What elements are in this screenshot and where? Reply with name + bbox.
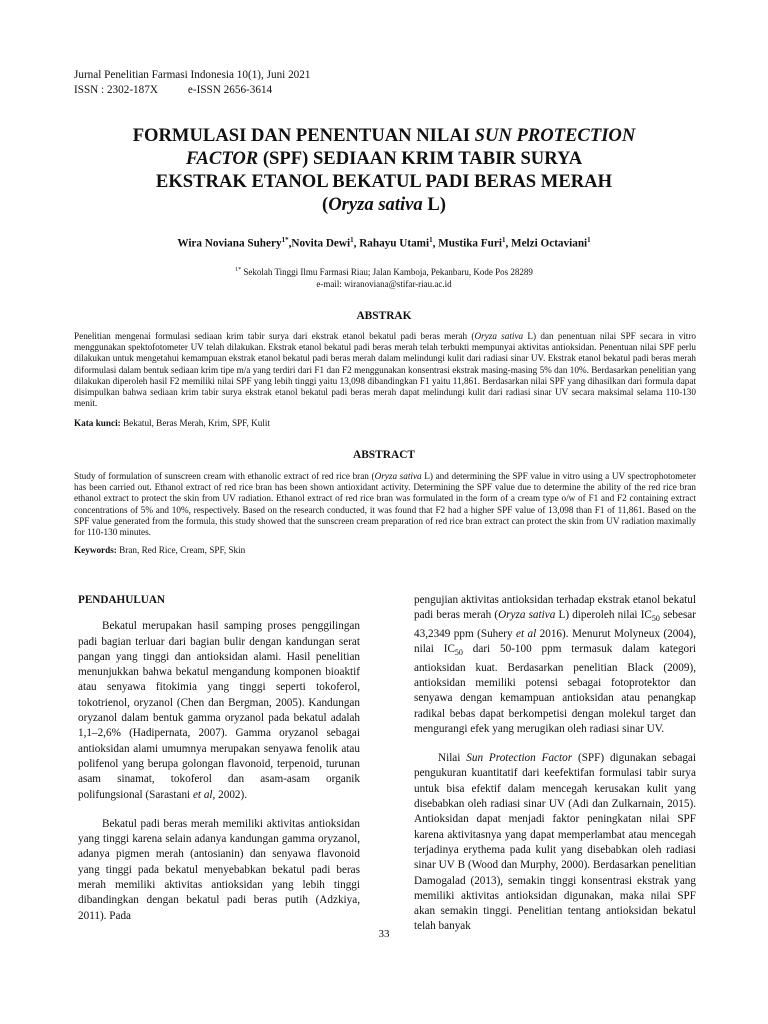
author-sup: 1 [587,236,591,244]
author-list [60,236,708,250]
abstrak-italic: Oryza sativa [474,331,524,341]
title-part: EKSTRAK ETANOL BEKATUL PADI BERAS MERAH [155,171,613,192]
paragraph [78,619,360,803]
keywords-label: Keywords: [74,545,117,555]
keywords [74,545,696,555]
author-name: Novita Dewi [291,237,351,250]
author-sep: , [353,237,360,250]
author-sep: , [432,237,439,250]
abstract-heading: ABSTRACT [352,449,416,461]
paragraph-text: (SPF) digunakan sebagai pengukuran kuantitatif dari keefektifan formulasi tabir surya untuk bisa efektif dalam mencegah kerusakan kulit yang disebabkan oleh radiasi sinar UV (Adi dan Zulkarnain, 2015). Antioksidan dapat menjadi faktor peningkatan nilai SPF karena aktivitasnya yang dapat memperlambat atau mencegah terjadinya erythema pada kulit yang disebabkan oleh radiasi sinar UV B (Wood dan Murphy, 2000). Berdasarkan penelitian Damogalad (2013), semakin tinggi konsentrasi ekstrak yang memiliki aktivitas antioksidan digunakan, maka nilai SPF akan semakin tinggi. Penelitian tentang antioksidan bekatul telah banyak [414,752,696,933]
author-sup: 1* [281,236,289,244]
author-name: Rahayu Utami [359,237,430,250]
kata-kunci-label: Kata kunci: [74,418,121,428]
kata-kunci [74,418,696,428]
page-number: 33 [378,928,390,940]
paragraph: Bekatul padi beras merah memiliki aktivitas antioksidan yang tinggi karena selain adanya kandungan gamma oryzanol, adanya pigmen merah (antosianin) dan senyawa flavonoid yang tinggi pada bekatul menyebabkan bekatul padi beras merah memiliki aktivitas antioksidan yang lebih tinggi dibandingkan dengan bekatul padi beras putih (Adzkiya, 2011). Pada [78,817,360,922]
paragraph-text: dari 50-100 ppm termasuk dalam kategori antioksidan kuat. Berdasarkan penelitian Black (2009), antioksidan memiliki potensi sebagai fotoprotektor dan senyawa dengan kemampuan antioksidan atau penangkap radikal bebas dapat berkompetisi dengan molekul target dan mengurangi efek yang merugikan oleh radiasi sinar UV. [414,643,696,735]
author-sep: , [288,237,292,250]
section-heading-pendahuluan: PENDAHULUAN [78,594,166,606]
kata-kunci-text: Bekatul, Beras Merah, Krim, SPF, Kulit [120,418,271,428]
author-name: Wira Noviana Suhery [177,237,282,250]
issn-electronic: e-ISSN 2656-3614 [187,84,273,96]
author-name: Mustika Furi [438,237,502,250]
author-email: e-mail: wiranoviana@stifar-riau.ac.id [316,279,452,289]
paragraph-text: Nilai [438,752,467,765]
paragraph-italic: Sun Protection Factor [466,752,573,765]
abstract-italic: Oryza sativa [374,471,422,481]
title-part: L) [422,194,446,215]
author-sup: 1 [501,236,506,244]
abstrak-text: Penelitian mengenai formulasi sediaan krim tabir surya dari ekstrak etanol bekatul padi beras merah ( [74,331,475,341]
author-name: Melzi Octaviani [511,237,588,250]
title-italic: FACTOR [185,148,259,169]
subscript: 50 [651,614,660,624]
paragraph-italic: Oryza sativa [498,609,556,622]
title-italic: SUN PROTECTION [474,125,636,146]
title-part: ( [322,194,329,215]
paragraph-text: Bekatul merupakan hasil samping proses penggilingan padi bagian terluar dari bagian bulir dengan kandungan serat pangan yang tinggi dan antioksidan alami. Hasil penelitian menunjukkan bahwa bekatul mengandung komponen bioaktif atau senyawa fitokimia yang tinggi seperti tokoferol, tokotrienol, oryzanol (Chen dan Bergman, 2005). Kandungan oryzanol dalam bentuk gamma oryzanol pada bekatul adalah 1,1–2,6% (Hadipernata, 2007). Gamma oryzanol sebagai antioksidan alami umumnya merupakan senyawa fenolik atau polifenol yang berupa golongan flavonoid, terpenoid, turunan asam sinamat, tokoferol dan asam-asam organik polifungsional (Sarastani [78,620,360,801]
abstract-text: Study of formulation of sunscreen cream with ethanolic extract of red rice bran ( [74,471,375,481]
paragraph [414,593,696,737]
abstrak-body [74,331,696,409]
title-italic: Oryza sativa [328,194,423,215]
affiliation [60,264,708,290]
keywords-text: Bran, Red Rice, Cream, SPF, Skin [116,545,246,555]
paragraph-text: 2016). Menurut Molyneux (2004), nilai IC [414,627,696,656]
issn-print: ISSN : 2302-187X [74,84,158,96]
right-column [414,593,696,935]
paragraph-text: sebesar 43,2349 ppm (Suhery [414,609,696,640]
journal-issn [74,83,310,98]
affiliation-sup: 1* [235,267,242,273]
author-sup: 1 [350,236,354,244]
paragraph [414,751,696,935]
affiliation-text: Sekolah Tinggi Ilmu Farmasi Riau; Jalan Kamboja, Pekanbaru, Kode Pos 28289 [241,267,533,277]
paragraph-text: L) diperoleh nilai IC [555,609,652,622]
title-part: FORMULASI DAN PENENTUAN NILAI [132,125,475,146]
paragraph-text: pengujian aktivitas antioksidan terhadap ekstrak etanol bekatul padi beras merah ( [414,594,696,622]
paragraph-italic: et al [515,627,537,640]
journal-header [74,68,310,98]
paper-title [60,124,708,216]
author-sep: , [505,237,512,250]
subscript: 50 [454,648,463,658]
paragraph-italic: et al [192,788,213,801]
left-column [78,593,360,924]
abstract-text: L) and determining the SPF value in vitro using a UV spectrophotometer has been carried out. Ethanol extract of red rice bran has been shown antioxidant activity. Determining the SPF value due to determine the ability of the red rice bran ethanol extract to protect the skin from UV radiation. Ethanol extract of red rice bran was formulated in the form of a cream type o/w of F1 and F2 containing extract concentrations of 5% and 10%, respectively. Based on the research conducted, it was found that F2 had a higher SPF value of 13,098 than F1 of 11,861. Based on the SPF value generated from the formula, this study showed that the sunscreen cream preparation of red rice bran extract can protect the skin from UV radiation maximally for 110-130 minutes. [74,471,697,538]
abstract-body [74,471,696,538]
paragraph-text: , 2002). [212,788,248,801]
abstrak-heading: ABSTRAK [356,310,412,322]
author-sup: 1 [429,236,433,244]
title-part: (SPF) SEDIAAN KRIM TABIR SURYA [258,148,583,169]
journal-citation: Jurnal Penelitian Farmasi Indonesia 10(1), Juni 2021 [74,69,311,81]
abstrak-text: L) dan penentuan nilai SPF secara in vitro menggunakan spektofotometer UV telah dilakukan. Ekstrak etanol bekatul padi beras merah telah terbukti mempunyai aktivitas antioksidan. Penentuan nilai SPF perlu dilakukan untuk mengetahui kemampuan ekstrak etanol bekatul padi beras merah dalam melindungi kulit dari radiasi sinar UV. Ekstrak etanol bekatul padi beras merah diformulasi dalam bentuk sediaan krim tipe m/a yang terdiri dari F1 dan F2 menggunakan konsentrasi ekstrak masing-masing 5% dan 10%. Berdasarkan penelitian yang dilakukan diperoleh hasil F2 memiliki nilai SPF yang lebih tinggi yaitu 13,098 dibandingkan F1 yaitu 11,861. Berdasarkan nilai SPF yang dihasilkan dari formula dapat disimpulkan bahwa sediaan krim tabir surya ekstrak etanol bekatul padi beras merah dapat melindungi kulit dari radiasi sinar UV secara maksimal selama 110-130 menit. [74,331,697,409]
